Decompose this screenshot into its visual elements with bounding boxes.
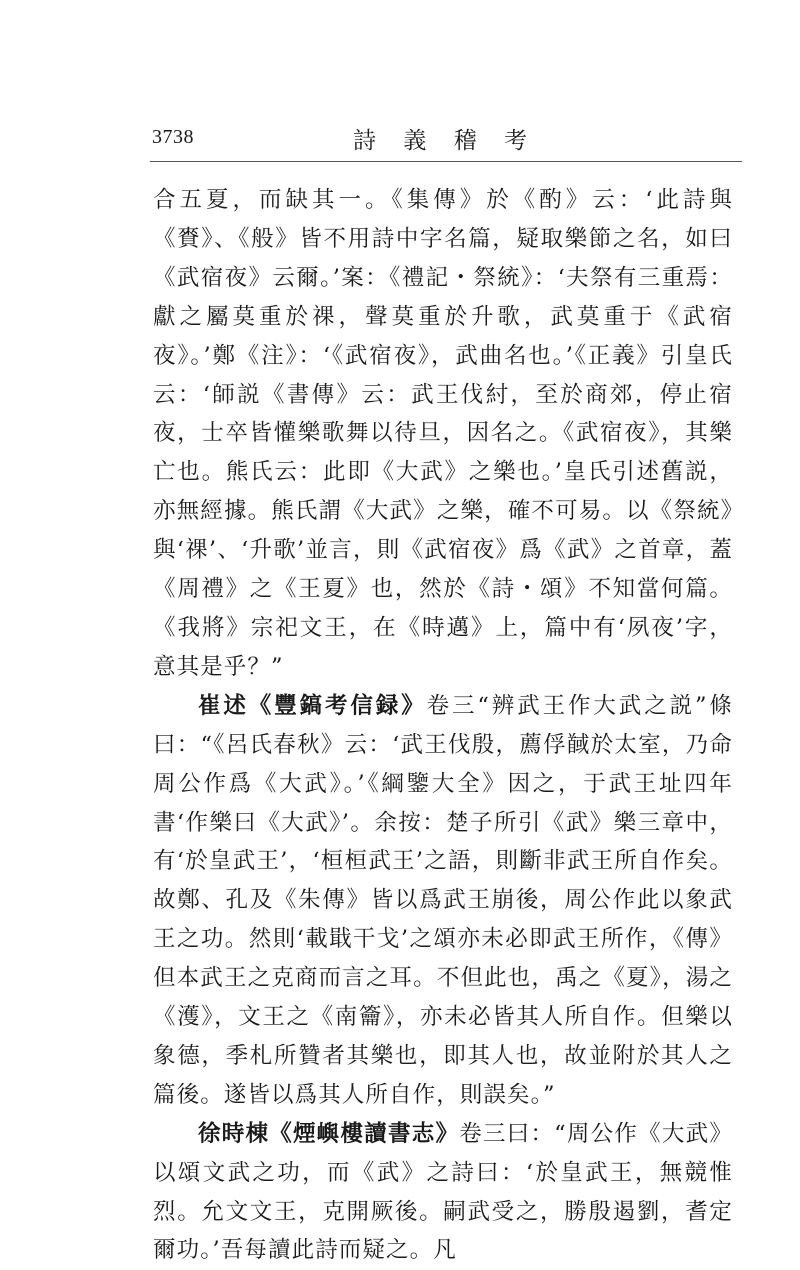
header-rule [150,161,742,162]
page-header [150,118,740,162]
paragraph-3-text: 卷三曰：“周公作《大武》以頌文武之功，而《武》之詩曰：‘於皇武王，無競惟烈。允文文王，克開厥後。嗣武受之，勝殷遏劉，耆定爾功。’吾每讀此詩而疑之。凡 [153,1120,733,1264]
paragraph-2-lead: 崔述《豐鎬考信録》 [198,692,427,719]
body-text [153,181,733,1270]
paragraph-3-lead: 徐時棟《煙嶼樓讀書志》 [198,1120,460,1147]
running-title: 詩 義 稽 考 [353,128,537,154]
paragraph-3 [153,1115,733,1270]
page-number: 3738 [152,126,194,148]
paragraph-1 [153,181,733,687]
paragraph-2-text: 卷三“辨武王作大武之説”條曰：“《呂氏春秋》云：‘武王伐殷，薦俘馘於太室，乃命周公作爲《大武》。’《綱鑒大全》因之，于武王址四年書‘作樂曰《大武》’。余按：楚子所引《武》樂三章中，有‘於皇武王’，‘桓桓武王’之語，則斷非武王所自作矣。故鄭、孔及《朱傳》皆以爲武王崩後，周公作此以象武王之功。然則‘載戢干戈’之頌亦未必即武王所作，《傳》但本武王之克商而言之耳。不但此也，禹之《夏》，湯之《濩》，文王之《南籥》，亦未必皆其人所自作。但樂以象德，季札所贊者其樂也，即其人也，故並附於其人之篇後。遂皆以爲其人所自作，則誤矣。” [153,692,733,1108]
paragraph-2 [153,687,733,1115]
paragraph-1-text: 合五夏，而缺其一。《集傳》於《酌》云：‘此詩與《賚》、《般》皆不用詩中字名篇，疑取樂節之名，如曰《武宿夜》云爾。’案：《禮記・祭統》：‘夫祭有三重焉：獻之屬莫重於祼，聲莫重於升歌，武莫重于《武宿夜》。’鄭《注》：‘《武宿夜》，武曲名也。’《正義》引皇氏云：‘師説《書傳》云：武王伐紂，至於商郊，停止宿夜，士卒皆懽樂歌舞以待旦，因名之。《武宿夜》，其樂亡也。熊氏云：此即《大武》之樂也。’皇氏引述舊説，亦無經據。熊氏謂《大武》之樂，確不可易。以《祭統》與‘祼’、‘升歌’並言，則《武宿夜》爲《武》之首章，蓋《周禮》之《王夏》也，然於《詩・頌》不知當何篇。《我將》宗祀文王，在《時邁》上，篇中有‘夙夜’字，意其是乎？” [153,187,733,680]
